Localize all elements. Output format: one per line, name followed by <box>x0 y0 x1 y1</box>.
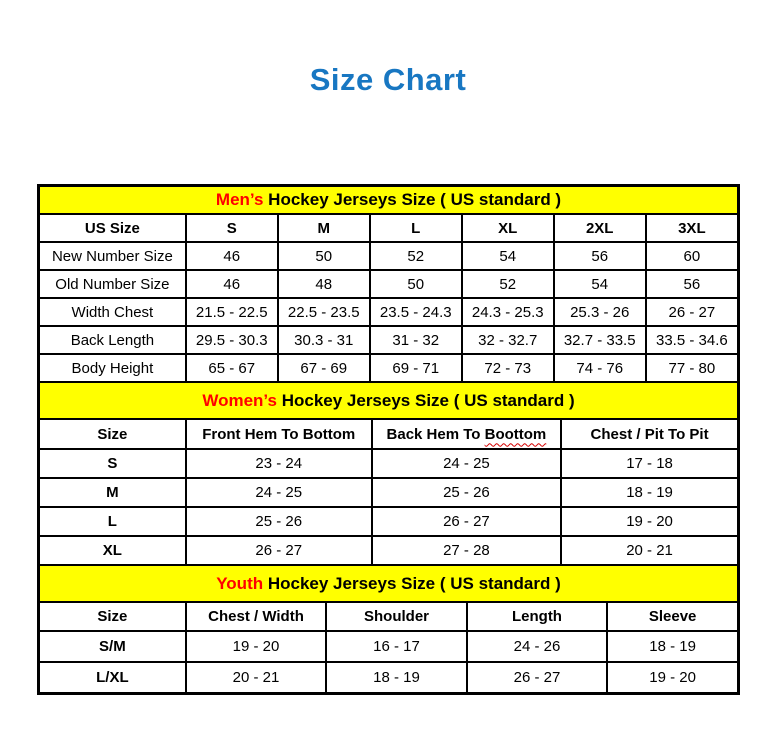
size-value: 20 - 21 <box>561 536 738 565</box>
size-value: 33.5 - 34.6 <box>646 326 738 354</box>
col-header: 3XL <box>646 214 738 242</box>
size-value: 54 <box>554 270 646 298</box>
col-header-misspelled <box>372 419 561 449</box>
size-value: 50 <box>278 242 370 270</box>
size-value: 31 - 32 <box>370 326 462 354</box>
mens-size-table <box>38 185 739 383</box>
col-header: Front Hem To Bottom <box>186 419 372 449</box>
womens-band-highlight: Women’s <box>202 390 277 410</box>
table-row <box>39 242 738 270</box>
table-row <box>39 354 738 382</box>
size-value: 18 - 19 <box>561 478 738 507</box>
size-value: 19 - 20 <box>561 507 738 536</box>
row-label: M <box>39 478 186 507</box>
header-text: Back Hem To <box>386 425 481 443</box>
size-value: 22.5 - 23.5 <box>278 298 370 326</box>
womens-size-table <box>38 381 739 566</box>
row-label: L <box>39 507 186 536</box>
size-value: 48 <box>278 270 370 298</box>
table-row <box>39 631 738 662</box>
row-label: XL <box>39 536 186 565</box>
size-value: 52 <box>462 270 554 298</box>
mens-section-title <box>39 186 738 214</box>
col-header: Shoulder <box>326 602 466 631</box>
youth-header-row <box>39 602 738 631</box>
size-value: 54 <box>462 242 554 270</box>
row-label: Old Number Size <box>39 270 186 298</box>
size-value: 24 - 25 <box>372 449 561 478</box>
youth-band-highlight: Youth <box>216 573 264 593</box>
mens-band-text: Hockey Jerseys Size ( US standard ) <box>263 190 562 209</box>
womens-header-row <box>39 419 738 449</box>
size-value: 72 - 73 <box>462 354 554 382</box>
size-value: 74 - 76 <box>554 354 646 382</box>
youth-band-text: Hockey Jerseys Size ( US standard ) <box>263 573 561 593</box>
col-header: Chest / Width <box>186 602 326 631</box>
youth-size-table <box>38 564 739 694</box>
size-chart <box>37 184 740 695</box>
misspelled-word: Boottom <box>484 425 547 443</box>
womens-band-text: Hockey Jerseys Size ( US standard ) <box>276 390 575 410</box>
size-value: 19 - 20 <box>186 631 326 662</box>
size-value: 46 <box>186 270 278 298</box>
size-value: 30.3 - 31 <box>278 326 370 354</box>
row-label: Body Height <box>39 354 186 382</box>
col-header: S <box>186 214 278 242</box>
size-value: 26 - 27 <box>186 536 372 565</box>
womens-section-title <box>39 382 738 419</box>
size-value: 26 - 27 <box>646 298 738 326</box>
size-value: 29.5 - 30.3 <box>186 326 278 354</box>
col-header: 2XL <box>554 214 646 242</box>
size-value: 67 - 69 <box>278 354 370 382</box>
size-value: 65 - 67 <box>186 354 278 382</box>
size-value: 23.5 - 24.3 <box>370 298 462 326</box>
col-header: Chest / Pit To Pit <box>561 419 738 449</box>
table-row <box>39 449 738 478</box>
col-header: XL <box>462 214 554 242</box>
size-value: 19 - 20 <box>607 662 738 693</box>
size-value: 32 - 32.7 <box>462 326 554 354</box>
table-row <box>39 270 738 298</box>
size-value: 26 - 27 <box>467 662 607 693</box>
col-header: L <box>370 214 462 242</box>
size-value: 32.7 - 33.5 <box>554 326 646 354</box>
youth-section-band <box>39 565 738 602</box>
size-value: 50 <box>370 270 462 298</box>
col-header: Size <box>39 602 186 631</box>
size-value: 17 - 18 <box>561 449 738 478</box>
col-header: M <box>278 214 370 242</box>
table-row <box>39 536 738 565</box>
col-header: US Size <box>39 214 186 242</box>
table-row <box>39 478 738 507</box>
page-title: Size Chart <box>309 62 467 97</box>
mens-section-band <box>39 186 738 214</box>
row-label: S/M <box>39 631 186 662</box>
size-value: 52 <box>370 242 462 270</box>
size-value: 24 - 25 <box>186 478 372 507</box>
size-value: 24.3 - 25.3 <box>462 298 554 326</box>
size-value: 23 - 24 <box>186 449 372 478</box>
size-value: 25 - 26 <box>372 478 561 507</box>
size-value: 56 <box>554 242 646 270</box>
size-value: 46 <box>186 242 278 270</box>
size-value: 27 - 28 <box>372 536 561 565</box>
size-value: 18 - 19 <box>326 662 466 693</box>
col-header: Sleeve <box>607 602 738 631</box>
row-label: New Number Size <box>39 242 186 270</box>
col-header: Length <box>467 602 607 631</box>
row-label: Back Length <box>39 326 186 354</box>
table-row <box>39 507 738 536</box>
womens-section-band <box>39 382 738 419</box>
row-label: Width Chest <box>39 298 186 326</box>
col-header: Size <box>39 419 186 449</box>
size-value: 25 - 26 <box>186 507 372 536</box>
row-label: S <box>39 449 186 478</box>
table-row <box>39 662 738 693</box>
size-value: 25.3 - 26 <box>554 298 646 326</box>
size-value: 16 - 17 <box>326 631 466 662</box>
table-row <box>39 298 738 326</box>
mens-header-row <box>39 214 738 242</box>
size-value: 69 - 71 <box>370 354 462 382</box>
table-row <box>39 326 738 354</box>
size-value: 20 - 21 <box>186 662 326 693</box>
size-value: 60 <box>646 242 738 270</box>
row-label: L/XL <box>39 662 186 693</box>
size-value: 56 <box>646 270 738 298</box>
size-value: 18 - 19 <box>607 631 738 662</box>
size-value: 24 - 26 <box>467 631 607 662</box>
mens-band-highlight: Men’s <box>215 190 264 209</box>
size-value: 26 - 27 <box>372 507 561 536</box>
size-value: 21.5 - 22.5 <box>186 298 278 326</box>
youth-section-title <box>39 565 738 602</box>
size-value: 77 - 80 <box>646 354 738 382</box>
